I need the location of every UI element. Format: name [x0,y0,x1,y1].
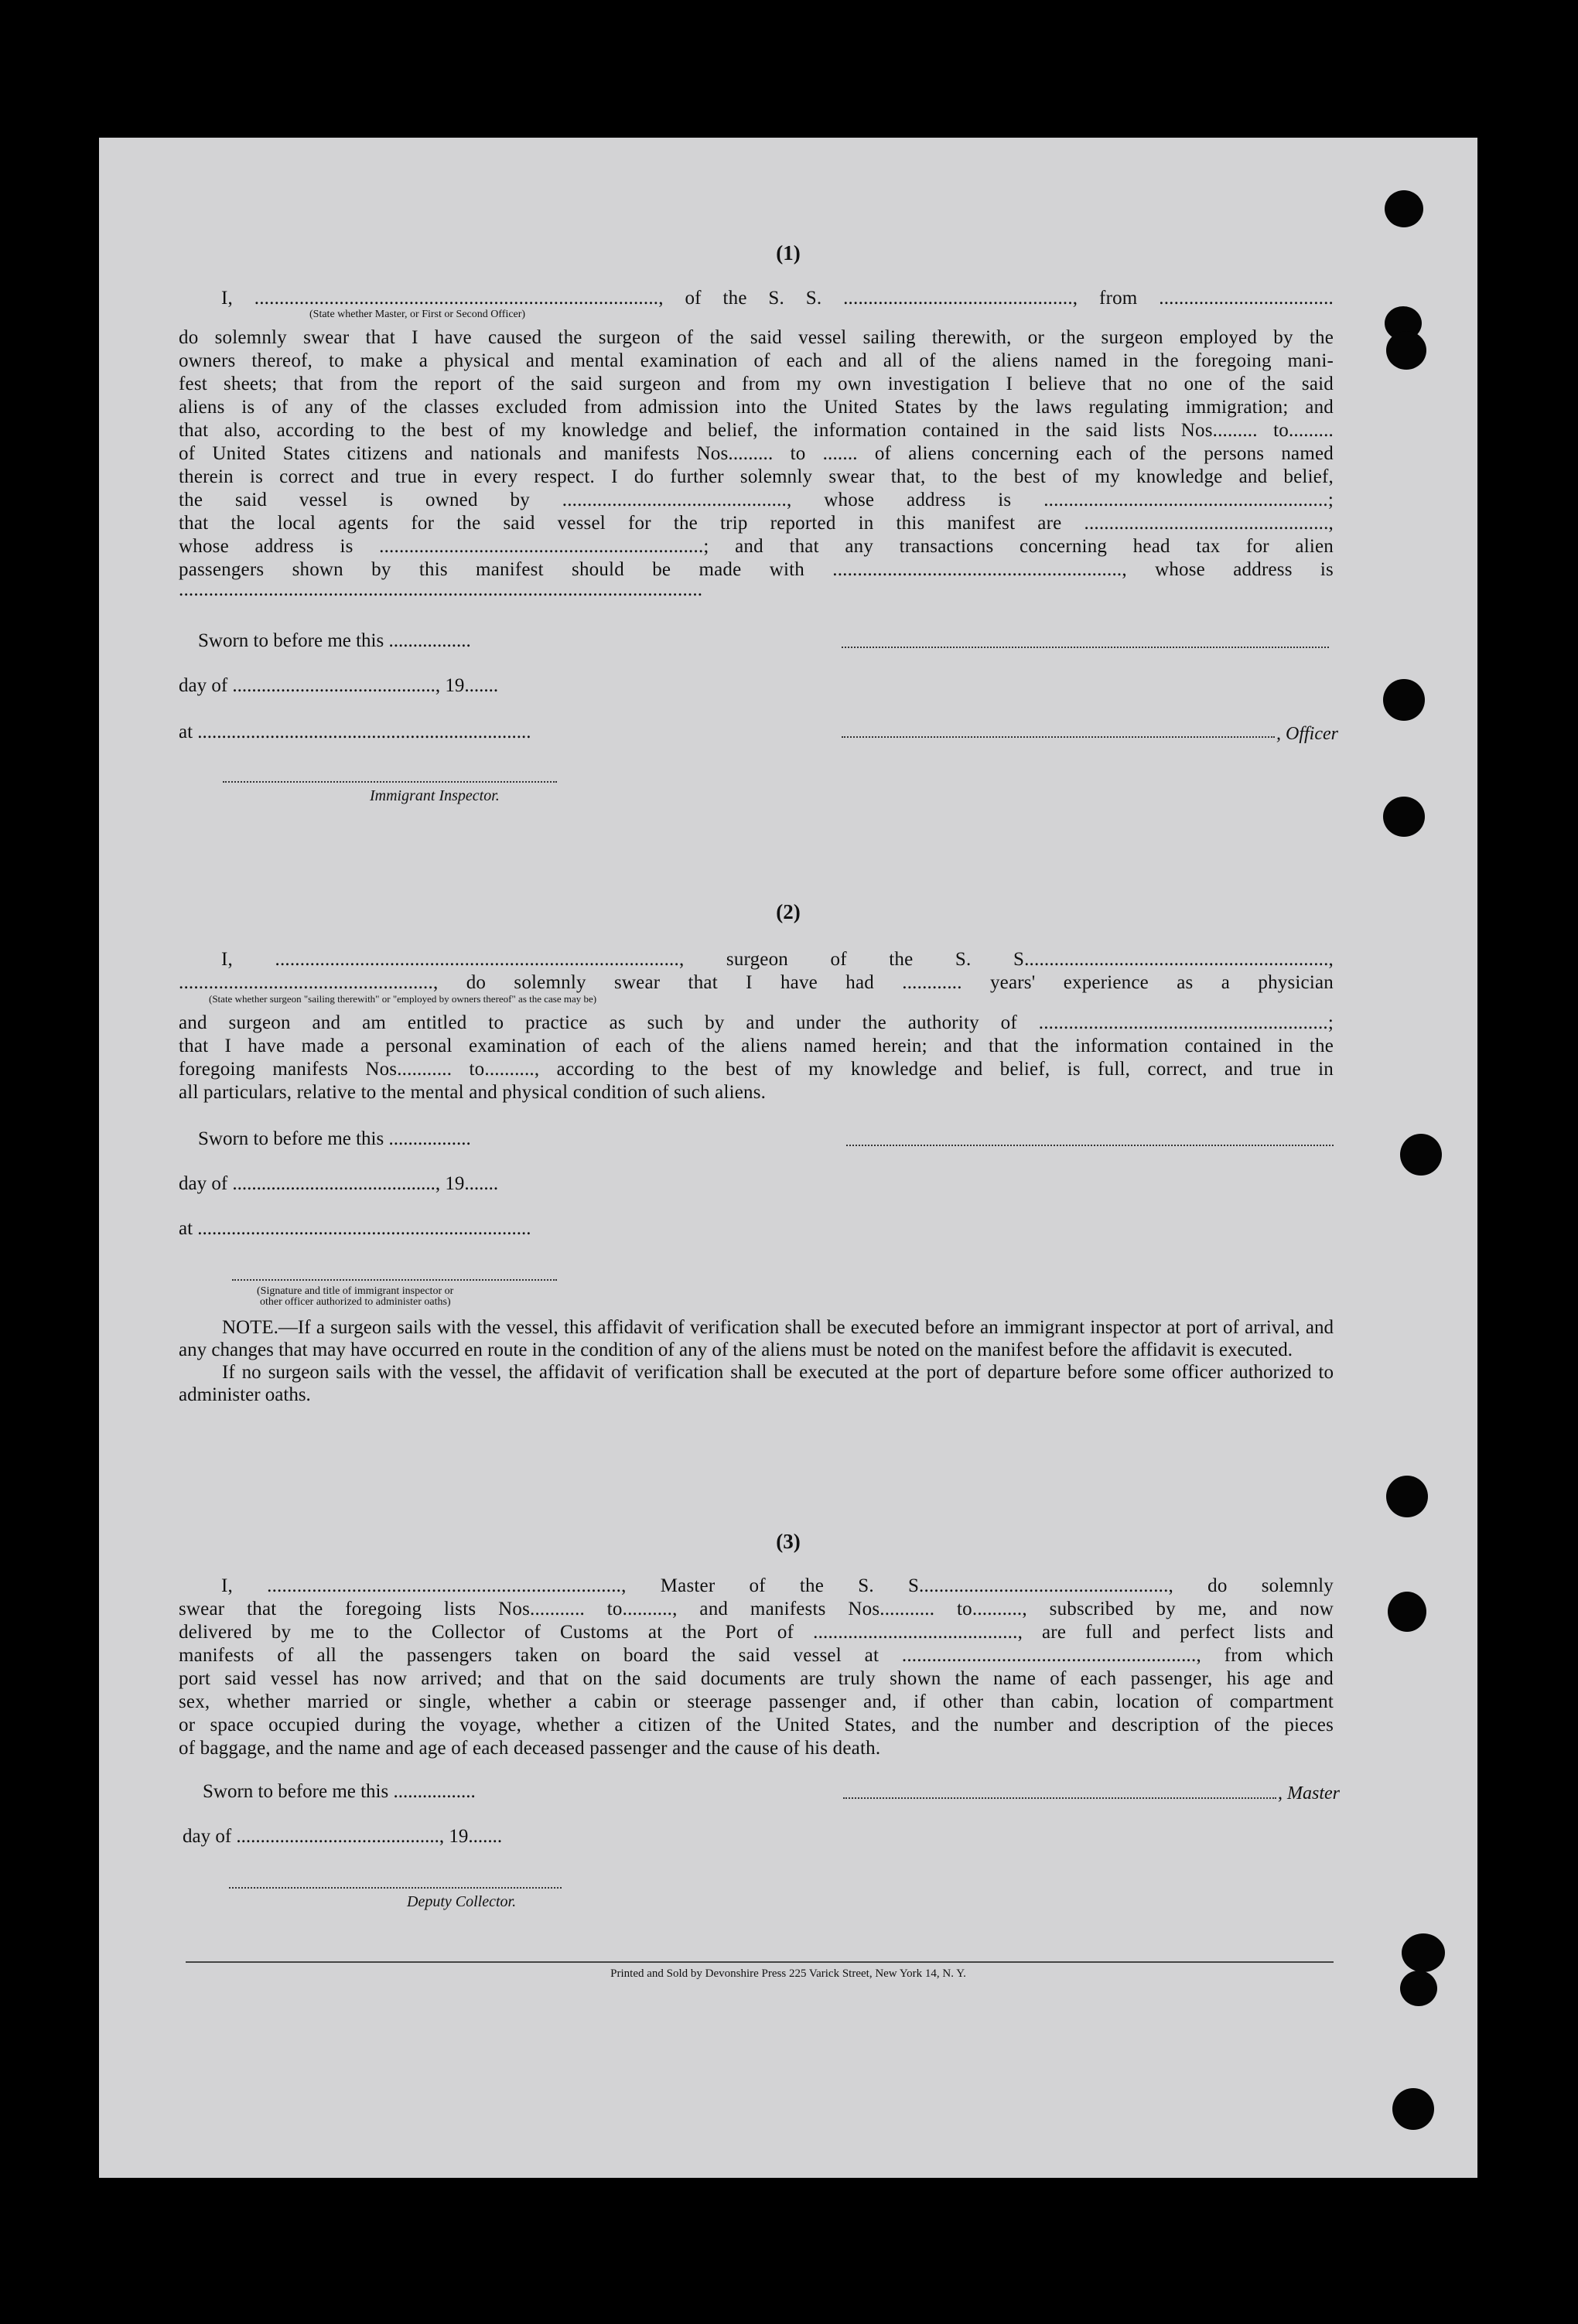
note-paragraph: NOTE.—If a surgeon sails with the vessel, this affidavit of verification shall be executed before an immigrant inspector at port of arrival, and any changes that may have occurred en route in the condition of any of the aliens must be noted on the manifest before the affidavit is executed. [179,1317,1334,1360]
officer-title: Officer [1286,724,1338,744]
section-1-line: ......................................................................................................... [179,579,703,600]
section-3-deputy-label: Deputy Collector. [407,1893,517,1910]
section-1-line: fest sheets; that from the report of the said surgeon and from my own investigation I believe that no one of the said [179,374,1334,394]
punch-hole [1386,331,1426,370]
section-2-line: and surgeon and am entitled to practice as such by and under the authority of ..........................................................; [179,1012,1334,1033]
section-3-line: delivered by me to the Collector of Customs at the Port of ........................................., are full and perfect lists and [179,1622,1334,1643]
section-1-officer-label: , Officer [1276,724,1338,744]
section-1-line: therein is correct and true in every respect. I do further solemnly swear that, to the best of my knowledge and belief, [179,466,1334,487]
punch-hole [1383,679,1425,721]
section-1-officer-line [842,736,1275,738]
master-title: Master [1287,1783,1340,1804]
section-1-inspector-line [223,781,557,783]
section-2-signature-line [846,1145,1334,1146]
section-2-sig-caption: other officer authorized to administer oaths) [260,1296,451,1308]
punch-hole [1385,190,1423,227]
section-1-at-label: at ..................................................................... [179,722,531,742]
punch-hole [1392,2088,1434,2130]
section-3-heading: (3) [776,1530,801,1553]
printer-imprint: Printed and Sold by Devonshire Press 225 Varick Street, New York 14, N. Y. [610,1967,966,1980]
section-2-line: I, ................................................................................., surgeon of the S. S............................................................., [221,949,1334,970]
punch-hole [1383,797,1425,837]
section-1-line: the said vessel is owned by ............................................., whose address is .........................................................; [179,490,1334,510]
section-2-day-label: day of .........................................., 19....... [179,1173,499,1194]
section-3-line: of baggage, and the name and age of each deceased passenger and the cause of his death. [179,1738,881,1759]
section-3-deputy-line [229,1887,562,1889]
section-1-line: of United States citizens and nationals and manifests Nos......... to ....... of aliens concerning each of the persons named [179,443,1334,464]
section-1-line: that also, according to the best of my knowledge and belief, the information contained in the said lists Nos......... to......... [179,420,1334,441]
section-1-line: I, ................................................................................., of the S. S. .............................................., from ................................... [221,288,1334,309]
section-2-line: foregoing manifests Nos........... to.........., according to the best of my knowledge and belief, is full, correct, and true in [179,1059,1334,1080]
section-2-line: ..................................................., do solemnly swear that I have had ............ years' experience as a physician [179,972,1334,993]
form-sheet [99,138,1477,2178]
section-3-line: manifests of all the passengers taken on board the said vessel at ..........................................................., from which [179,1645,1334,1666]
section-2-caption: (State whether surgeon "sailing therewith" or "employed by owners thereof" as the case may be) [209,993,597,1005]
section-2-sig-caption: (Signature and title of immigrant inspector or [257,1285,454,1297]
section-1-signature-line [842,647,1329,648]
footer-rule [186,1961,1334,1963]
section-1-line: that the local agents for the said vessel for the trip reported in this manifest are ................................................., [179,513,1334,534]
section-3-sworn-label: Sworn to before me this ................. [203,1781,476,1802]
punch-hole [1402,1933,1445,1972]
section-2-heading: (2) [776,900,801,923]
section-1-inspector-label: Immigrant Inspector. [370,787,500,804]
section-3-line: swear that the foregoing lists Nos........... to.........., and manifests Nos........... to.........., subscribed by me, and now [179,1599,1334,1619]
section-2-note [179,1316,1334,1406]
section-2-at-label: at ..................................................................... [179,1218,531,1239]
section-3-line: I, ......................................................................., Master of the S. S.................................................., do solemnly [221,1575,1334,1596]
punch-hole [1388,1592,1426,1632]
section-3-line: sex, whether married or single, whether a cabin or steerage passenger and, if other than cabin, location of compartment [179,1691,1334,1712]
note-paragraph: If no surgeon sails with the vessel, the affidavit of verification shall be executed at the port of departure before some officer authorized to administer oaths. [179,1362,1334,1405]
section-2-sworn-label: Sworn to before me this ................. [198,1128,471,1149]
punch-hole [1400,1134,1442,1176]
punch-hole [1386,1476,1428,1517]
section-1-day-label: day of .........................................., 19....... [179,675,499,696]
section-2-line: that I have made a personal examination of each of the aliens named herein; and that the information contained in the [179,1036,1334,1056]
section-3-line: or space occupied during the voyage, whether a citizen of the United States, and the number and description of the pieces [179,1715,1334,1735]
section-3-master-line [843,1797,1276,1799]
section-3-day-label: day of .........................................., 19....... [183,1826,503,1847]
section-3-master-label: , Master [1278,1783,1340,1804]
section-1-sworn-label: Sworn to before me this ................. [198,630,471,651]
section-1-caption: (State whether Master, or First or Second Officer) [309,309,526,320]
section-1-line: aliens is of any of the classes excluded from admission into the United States by the laws regulating immigration; and [179,397,1334,418]
section-3-line: port said vessel has now arrived; and that on the said documents are truly shown the name of each passenger, his age and [179,1668,1334,1689]
section-1-line: passengers shown by this manifest should be made with .........................................................., whose address is [179,559,1334,580]
section-1-line: whose address is .................................................................; and that any transactions concerning head tax for alien [179,536,1334,557]
section-1-line: do solemnly swear that I have caused the surgeon of the said vessel sailing therewith, or the surgeon employed by the [179,327,1334,348]
section-1-line: owners thereof, to make a physical and mental examination of each and all of the aliens named in the foregoing mani- [179,350,1334,371]
section-2-inspector-line [232,1279,557,1281]
section-1-heading: (1) [776,241,801,264]
section-2-line: all particulars, relative to the mental and physical condition of such aliens. [179,1082,767,1103]
